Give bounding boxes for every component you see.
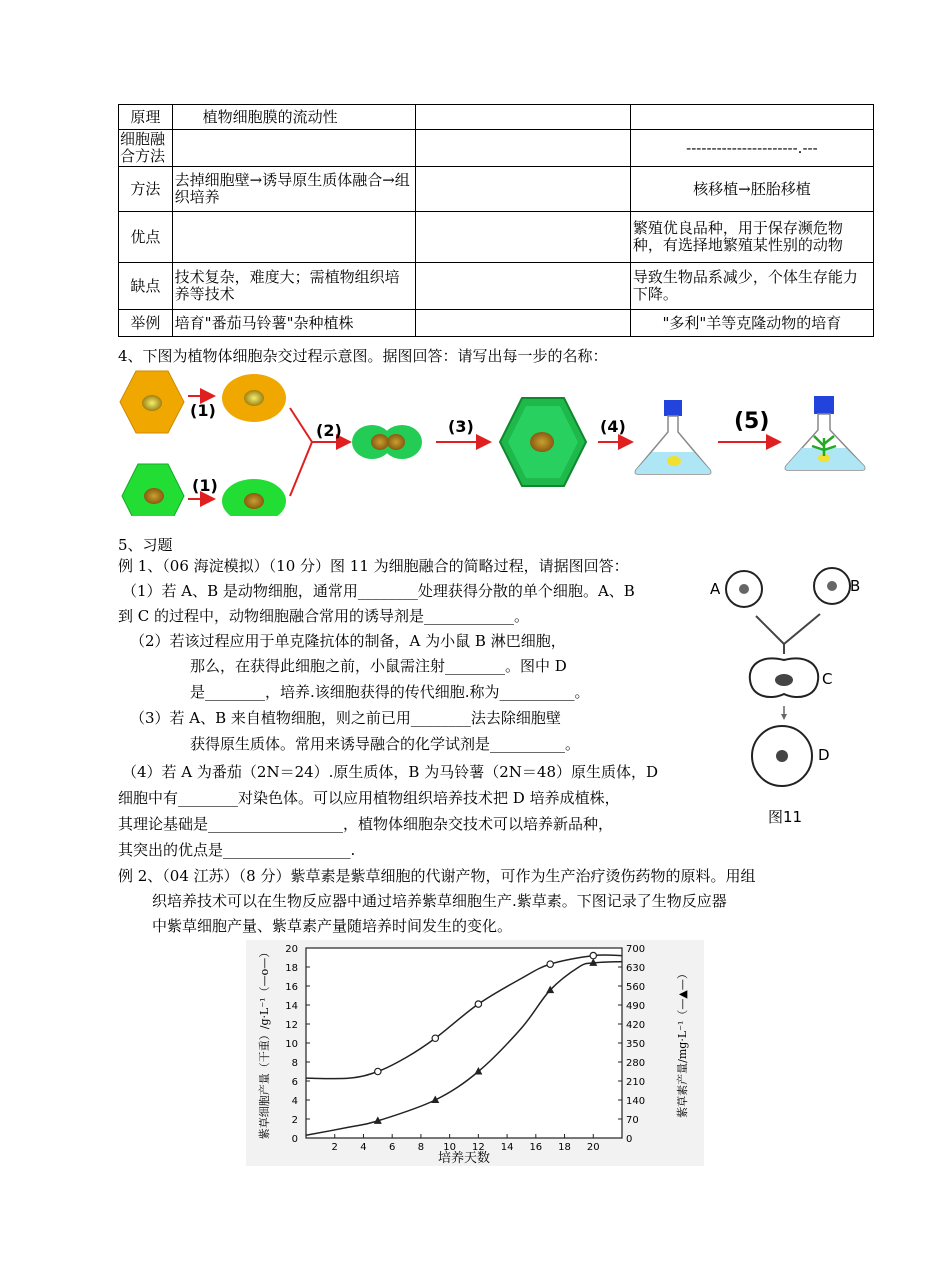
- row-head: 原理: [119, 105, 173, 130]
- row-head: 细胞融合方法: [119, 130, 173, 167]
- x-tick-label: 14: [500, 1142, 514, 1153]
- ex1-line-11: 其突出的优点是_________________.: [118, 841, 356, 859]
- y-axis-label-right: 紫草素产量/mg·L⁻¹（—▲—）: [676, 968, 689, 1118]
- figure-11: [708, 560, 868, 832]
- y-left-tick-label: 8: [291, 1058, 298, 1069]
- y-right-tick-label: 210: [626, 1077, 646, 1088]
- x-tick-label: 12: [471, 1142, 485, 1153]
- cell-clone: "多利"羊等克隆动物的培育: [630, 310, 873, 337]
- x-tick-label: 16: [529, 1142, 543, 1153]
- y-right-tick-label: 280: [626, 1058, 646, 1069]
- fusion-flow-diagram: [112, 366, 872, 516]
- label-b: B: [850, 577, 861, 595]
- cell-animal: [416, 105, 631, 130]
- table-row: [119, 310, 874, 337]
- nucleus: [530, 432, 554, 452]
- cell-plant: 去掉细胞壁→诱导原生质体融合→组织培养: [172, 167, 415, 212]
- example-2-line-3: 中紫草细胞产量、紫草素产量随培养时间发生的变化。: [152, 917, 513, 935]
- ex1-line-4: 那么，在获得此细胞之前，小鼠需注射________。图中 D: [190, 657, 567, 675]
- y-right-tick-label: 350: [626, 1039, 646, 1050]
- cell-clone: 核移植→胚胎移植: [630, 167, 873, 212]
- cell-clone: 导致生物品系减少，个体生存能力下降。: [630, 263, 873, 310]
- data-point-cell-yield: [475, 1001, 481, 1007]
- y-left-tick-label: 10: [285, 1039, 298, 1050]
- label-a: A: [710, 580, 721, 598]
- q5-heading: 5、习题: [118, 536, 173, 554]
- ex1-line-1: （1）若 A、B 是动物细胞，通常用________处理获得分散的单个细胞。A、B: [122, 582, 635, 600]
- cell-animal: [416, 263, 631, 310]
- ex1-line-2: 到 C 的过程中，动物细胞融合常用的诱导剂是____________。: [118, 607, 530, 625]
- ex1-line-8: （4）若 A 为番茄（2N＝24）.原生质体，B 为马铃薯（2N＝48）原生质体，D: [122, 763, 659, 781]
- y-left-tick-label: 20: [285, 944, 298, 955]
- example-2-line-1: 例 2、（04 江苏）（8 分）紫草素是紫草细胞的代谢产物，可作为生产治疗烫伤药物的原料。用组: [118, 867, 756, 885]
- y-left-tick-label: 4: [291, 1096, 298, 1107]
- x-tick-label: 6: [388, 1142, 396, 1153]
- ex1-line-3: （2）若该过程应用于单克隆抗体的制备，A 为小鼠 B 淋巴细胞，: [130, 632, 566, 650]
- y-right-tick-label: 560: [626, 982, 646, 993]
- y-left-tick-label: 18: [285, 963, 298, 974]
- step-2-label: (2): [316, 421, 342, 440]
- step-4-label: (4): [600, 417, 626, 436]
- cell-plant: 培育"番茄马铃薯"杂种植株: [172, 310, 415, 337]
- y-axis-label-left: 紫草细胞产量（干重）/g·L⁻¹（—o—）: [258, 946, 271, 1140]
- y-right-tick-label: 140: [626, 1096, 646, 1107]
- cell-plant: [172, 130, 415, 167]
- label-c: C: [822, 670, 833, 688]
- y-left-tick-label: 12: [285, 1020, 298, 1031]
- x-tick-label: 18: [558, 1142, 571, 1153]
- question-4: 4、下图为植物体细胞杂交过程示意图。据图回答：请写出每一步的名称：: [118, 347, 608, 365]
- x-tick-label: 10: [443, 1142, 457, 1153]
- cell-plant: [172, 212, 415, 263]
- ex1-line-10: 其理论基础是__________________，植物体细胞杂交技术可以培养新品种，: [118, 815, 614, 833]
- row-head: 缺点: [119, 263, 173, 310]
- y-left-tick-label: 14: [285, 1001, 298, 1012]
- culture-flask-plantlet: [785, 396, 864, 470]
- cell-animal: [416, 310, 631, 337]
- cell-animal: [416, 167, 631, 212]
- y-right-tick-label: 630: [626, 963, 646, 974]
- ex1-line-6: （3）若 A、B 来自植物细胞，则之前已用________法去除细胞壁: [130, 709, 561, 727]
- x-tick-label: 2: [331, 1142, 338, 1153]
- x-tick-label: 4: [360, 1142, 367, 1153]
- y-right-tick-label: 420: [626, 1020, 646, 1031]
- ex1-line-7: 获得原生质体。常用来诱导融合的化学试剂是__________。: [190, 735, 581, 753]
- nucleus: [142, 395, 162, 411]
- figure-caption: 图11: [768, 808, 803, 826]
- y-left-tick-label: 6: [291, 1077, 298, 1088]
- nucleus: [387, 434, 405, 450]
- ex1-line-5: 是________，培养.该细胞获得的传代细胞.称为__________。: [190, 683, 590, 701]
- x-tick-label: 20: [586, 1142, 600, 1153]
- row-head: 方法: [119, 167, 173, 212]
- cell-animal: [416, 130, 631, 167]
- y-left-tick-label: 2: [291, 1115, 298, 1126]
- y-left-tick-label: 16: [285, 982, 298, 993]
- table-row: [119, 263, 874, 310]
- nucleus: [144, 488, 164, 504]
- cell-plant: 技术复杂，难度大；需植物组织培养等技术: [172, 263, 415, 310]
- table-row: [119, 212, 874, 263]
- step-1-top-label: (1): [190, 401, 216, 420]
- y-right-tick-label: 700: [626, 944, 646, 955]
- table-row: [119, 130, 874, 167]
- step-1-bottom-label: (1): [192, 476, 218, 495]
- step-3-label: (3): [448, 417, 474, 436]
- growth-chart: [246, 940, 704, 1166]
- step-5-label: (5): [734, 409, 770, 434]
- cell-clone: [630, 105, 873, 130]
- cell-clone: 繁殖优良品种，用于保存濒危物种，有选择地繁殖某性别的动物: [630, 212, 873, 263]
- row-head: 举例: [119, 310, 173, 337]
- ex1-line-9: 细胞中有________对染色体。可以应用植物组织培养技术把 D 培养成植株，: [118, 789, 620, 807]
- table-row: [119, 105, 874, 130]
- comparison-table: [118, 104, 874, 337]
- culture-flask-callus: [635, 400, 710, 474]
- plot-area: [306, 948, 622, 1138]
- nucleus: [244, 493, 264, 509]
- example-1-title: 例 1、（06 海淀模拟）（10 分）图 11 为细胞融合的简略过程，请据图回答：: [118, 557, 629, 575]
- y-right-tick-label: 0: [626, 1134, 633, 1145]
- y-left-tick-label: 0: [291, 1134, 298, 1145]
- x-tick-label: 8: [417, 1142, 425, 1153]
- cell-plant: 植物细胞膜的流动性: [172, 105, 415, 130]
- table-row: [119, 167, 874, 212]
- cell-clone: ----------------------.---: [630, 130, 873, 167]
- label-d: D: [818, 746, 830, 764]
- y-right-tick-label: 490: [626, 1001, 646, 1012]
- nucleus: [244, 390, 264, 406]
- cell-animal: [416, 212, 631, 263]
- data-point-cell-yield: [547, 961, 553, 967]
- row-head: 优点: [119, 212, 173, 263]
- data-point-cell-yield: [375, 1068, 381, 1074]
- y-right-tick-label: 70: [626, 1115, 639, 1126]
- data-point-cell-yield: [590, 952, 596, 958]
- x-axis-label: 培养天数: [437, 1151, 491, 1166]
- data-point-cell-yield: [432, 1035, 438, 1041]
- example-2-line-2: 织培养技术可以在生物反应器中通过培养紫草细胞生产.紫草素。下图记录了生物反应器: [152, 892, 727, 910]
- nucleus: [371, 434, 389, 450]
